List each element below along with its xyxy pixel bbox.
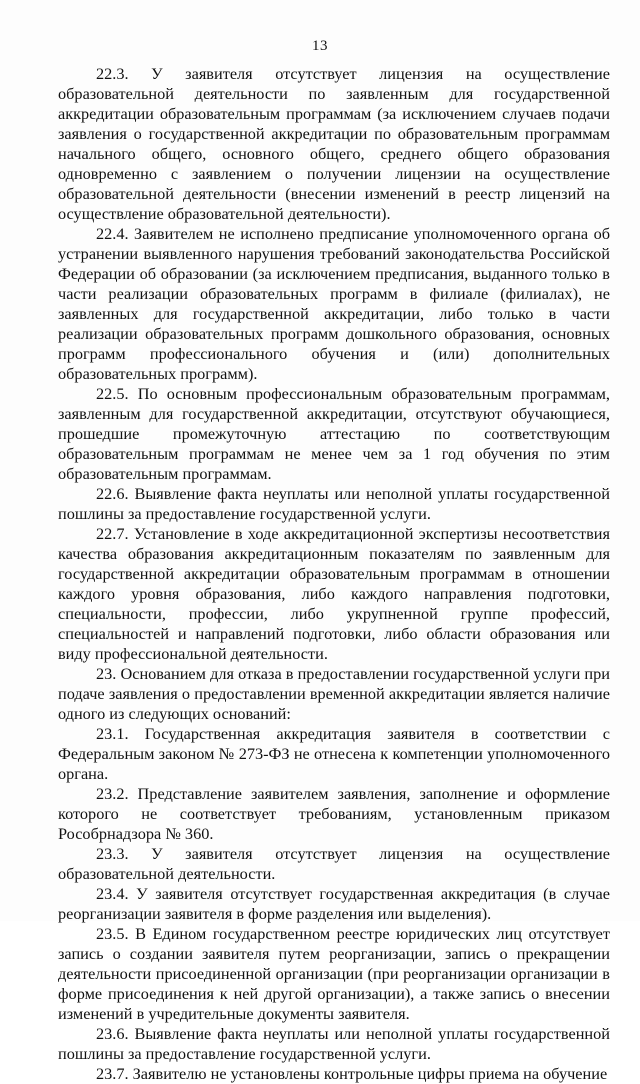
paragraph-23-6: 23.6. Выявление факта неуплаты или неполной уплаты государственной пошлины за предоставление государственной услуги.: [58, 1024, 610, 1063]
paragraph-22-6: 22.6. Выявление факта неуплаты или неполной уплаты государственной пошлины за предоставление государственной услуги.: [58, 484, 610, 523]
paragraph-23: 23. Основанием для отказа в предоставлении государственной услуги при подаче заявления о предоставлении временной аккредитации является наличие одного из следующих оснований:: [58, 664, 610, 723]
paragraph-23-1: 23.1. Государственная аккредитация заявителя в соответствии с Федеральным законом № 273-ФЗ не отнесена к компетенции уполномоченного органа.: [58, 724, 610, 783]
paragraph-23-4: 23.4. У заявителя отсутствует государственная аккредитация (в случае реорганизации заявителя в форме разделения или выделения).: [58, 884, 610, 923]
paragraph-22-4: 22.4. Заявителем не исполнено предписание уполномоченного органа об устранении выявленного нарушения требований законодательства Российской Федерации об образовании (за исключением предписания, выданного только в части реализации образовательных программ в филиале (филиалах), не заявленных для государственной аккредитации, либо только в части реализации образовательных программ дошкольного образования, основных программ профессионального обучения и (или) дополнительных образовательных программ).: [58, 224, 610, 383]
paragraph-23-7: 23.7. Заявителю не установлены контрольные цифры приема на обучение: [96, 1064, 608, 1083]
paragraph-23-2: 23.2. Представление заявителем заявления, заполнение и оформление которого не соответствует требованиям, установленным приказом Рособрнадзора № 360.: [58, 784, 610, 843]
document-body: [58, 64, 610, 1084]
paragraph-22-5: 22.5. По основным профессиональным образовательным программам, заявленным для государственной аккредитации, отсутствуют обучающиеся, прошедшие промежуточную аттестацию по соответствующим образовательным программам не менее чем за 1 год обучения по этим образовательным программам.: [58, 384, 610, 483]
paragraph-23-5: 23.5. В Едином государственном реестре юридических лиц отсутствует запись о создании заявителя путем реорганизации, запись о прекращении деятельности присоединенной организации (при реорганизации организации в форме присоединения к ней другой организации), а также запись о внесении изменений в учредительные документы заявителя.: [58, 924, 610, 1023]
paragraph-22-3: 22.3. У заявителя отсутствует лицензия на осуществление образовательной деятельности по заявленным для государственной аккредитации образовательным программам (за исключением случаев подачи заявления о государственной аккредитации по образовательным программам начального общего, основного общего, среднего общего образования одновременно с заявлением о получении лицензии на осуществление образовательной деятельности (внесении изменений в реестр лицензий на осуществление образовательной деятельности).: [58, 64, 610, 223]
paragraph-22-7: 22.7. Установление в ходе аккредитационной экспертизы несоответствия качества образования аккредитационным показателям по заявленным для государственной аккредитации образовательным программам в отношении каждого уровня образования, либо каждого направления подготовки, специальности, профессии, либо укрупненной группе профессий, специальностей и направлений подготовки, либо области образования или виду профессиональной деятельности.: [58, 524, 610, 663]
page-number: 13: [312, 38, 328, 54]
paragraph-23-3: 23.3. У заявителя отсутствует лицензия на осуществление образовательной деятельности.: [58, 844, 610, 883]
